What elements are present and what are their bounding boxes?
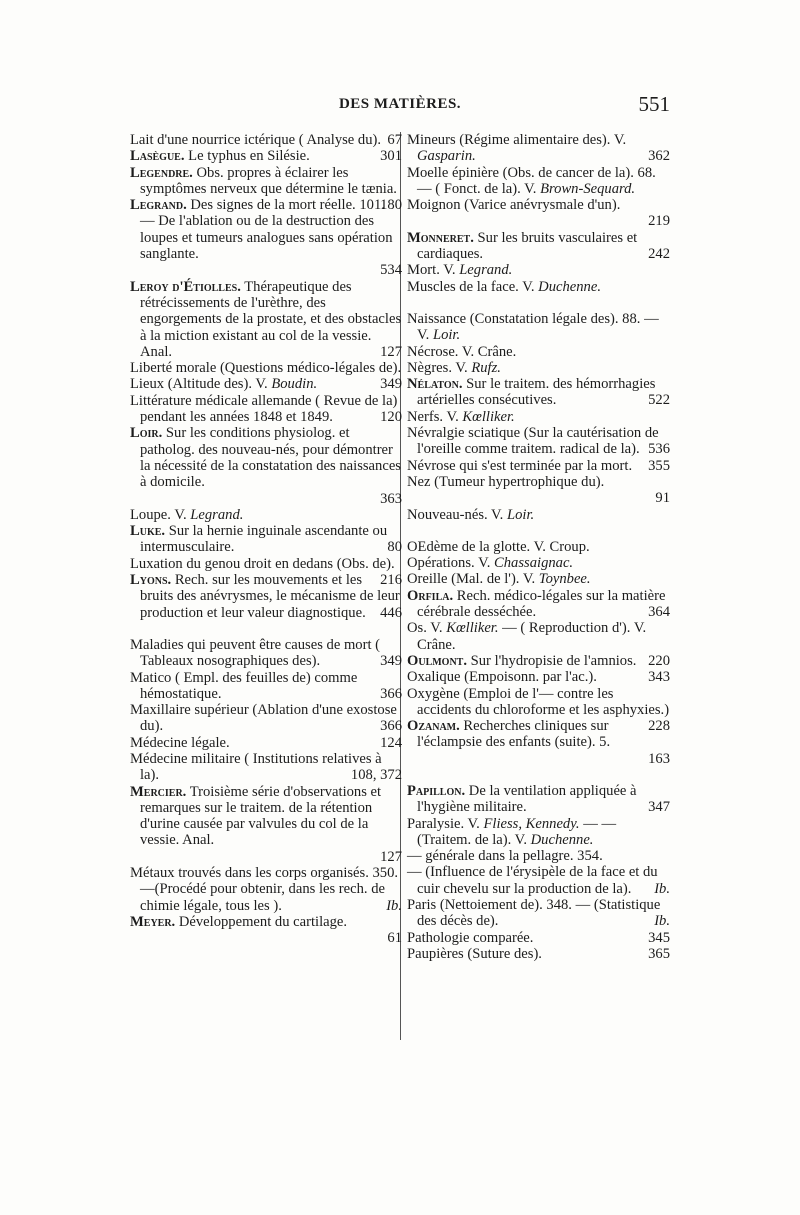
cross-ref: Legrand. <box>459 262 513 279</box>
index-entry: Matico ( Empl. des feuilles de) comme hémostatique. 366 <box>130 669 402 702</box>
index-entry: Lasègue. Le typhus en Silésie. 301 <box>130 148 402 165</box>
index-column-right <box>407 132 670 962</box>
index-entry: Lyons. Rech. sur les mouvements et les bruits des anévrysmes, le mécanisme de leur production et leur valeur diagnostique. 446 <box>130 572 402 621</box>
letter-gap <box>130 621 402 637</box>
index-entry: Oxalique (Empoisonn. par l'ac.). 343 <box>407 669 670 686</box>
author-name: Oulmont. <box>407 652 467 669</box>
index-entry: Liberté morale (Questions médico-légales de). 349 <box>130 360 402 393</box>
index-entry: Luxation du genou droit en dedans (Obs. de). 216 <box>130 555 402 589</box>
index-entry: Mineurs (Régime alimentaire des). V. Gasparin. 362 <box>407 132 670 165</box>
cross-ref: Loir. <box>506 506 535 523</box>
index-entry: Maladies qui peuvent être causes de mort ( Tableaux nosographiques des). 349 <box>130 636 402 670</box>
index-entry: Paris (Nettoiement de). 348. — (Statistique des décès de). Ib. <box>407 897 670 930</box>
page-ref: 219 <box>648 213 670 230</box>
index-entry: Médecine militaire ( Institutions relatives à la). 108, 372 <box>130 750 402 784</box>
author-name: Nélaton. <box>407 376 463 393</box>
index-entry: Paralysie. V. Fliess, Kennedy. — — (Traitem. de la). V. Duchenne. <box>407 815 617 848</box>
cross-ref: Duchenne. <box>530 831 594 848</box>
index-entry: Nerfs. V. Kœlliker. <box>407 408 515 425</box>
author-name: Papillon. <box>407 782 466 799</box>
index-entry: Os. V. Kœlliker. — ( Reproduction d'). V. Crâne. <box>407 620 647 653</box>
page-ref: 91 <box>655 490 670 507</box>
index-entry: Mort. V. Legrand. <box>407 262 513 279</box>
index-entry: Névrose qui s'est terminée par la mort. 355 <box>407 457 670 474</box>
index-entry: Névralgie sciatique (Sur la cautérisation de l'oreille comme traitem. radical de la). 536 <box>407 425 670 458</box>
index-entry: Legendre. Obs. propres à éclairer les symptômes nerveux que détermine le tænia. 180 <box>130 164 402 214</box>
author-name: Meyer. <box>130 913 176 930</box>
index-entry: Leroy d'Étiolles. Thérapeutique des rétrécissements de l'urèthre, des engorgements de la prostate, et des obstacles à la miction existant au col de la vessie. Anal. 127 <box>130 278 402 360</box>
page-ref: 363 <box>380 490 402 507</box>
cross-ref: Legrand. <box>190 506 244 523</box>
cross-ref: Gasparin. <box>417 148 476 165</box>
cross-ref: Loir. <box>432 327 461 344</box>
letter-gap <box>407 295 670 311</box>
index-entry: Nègres. V. Rufz. <box>407 359 501 376</box>
index-entry: Oreille (Mal. de l'). V. Toynbee. <box>407 571 591 588</box>
index-entry: Mercier. Troisième série d'observations et remarques sur le traitem. de la rétention d'urine causée par valvules du col de la vessie. Anal. <box>130 783 382 849</box>
cross-ref: Fliess, Kennedy. <box>483 815 580 832</box>
index-entry: Ozanam. Recherches cliniques sur l'éclampsie des enfants (suite). 5. <box>407 718 611 751</box>
page-ref: 127 <box>380 848 402 865</box>
author-name: Legendre. <box>130 164 193 181</box>
index-entry: — (Influence de l'érysipèle de la face et du cuir chevelu sur la production de la). Ib. <box>407 864 670 897</box>
author-name: Mercier. <box>130 783 187 800</box>
letter-gap <box>407 523 670 539</box>
index-entry: Nélaton. Sur le traitem. des hémorrhagies artérielles consécutives. 522 <box>407 376 670 409</box>
index-entry: Nécrose. V. Crâne. <box>407 343 517 360</box>
index-entry: Littérature médicale allemande ( Revue de la) pendant les années 1848 et 1849. 120 <box>130 392 402 426</box>
cross-ref: Kœlliker. <box>462 408 515 425</box>
cross-ref: Boudin. <box>271 376 318 393</box>
index-column-left <box>130 132 402 947</box>
cross-ref: Rufz. <box>471 359 501 376</box>
letter-gap <box>407 767 670 783</box>
index-entry: Oxygène (Emploi de l'— contre les accidents du chloroforme et les asphyxies.) 228 <box>407 685 670 735</box>
index-entry: Médecine légale. 124 <box>130 734 402 751</box>
author-name: Leroy d'Étiolles. <box>130 278 241 295</box>
index-entry: Legrand. Des signes de la mort réelle. 101. — De l'ablation ou de la destruction des loupes et tumeurs analogues sans opération sanglante. <box>130 197 393 263</box>
index-entry: Paupières (Suture des). 365 <box>407 945 670 962</box>
index-entry: Naissance (Constatation légale des). 88. — V. Loir. <box>407 310 659 344</box>
author-name: Loir. <box>130 425 163 442</box>
page-ref: 61 <box>387 930 402 947</box>
index-entry: Moignon (Varice anévrysmale d'un). <box>407 197 621 214</box>
index-entry: Loupe. V. Legrand. <box>130 506 244 523</box>
index-entry: Luke. Sur la hernie inguinale ascendante ou intermusculaire. 80 <box>130 523 402 556</box>
index-entry: Orfila. Rech. médico-légales sur la matière cérébrale desséchée. 364 <box>407 587 670 621</box>
author-name: Luke. <box>130 523 166 540</box>
index-entry: Maxillaire supérieur (Ablation d'une exostose du). 366 <box>130 702 402 735</box>
cross-ref: Brown-Sequard. <box>540 180 636 197</box>
cross-ref: Duchenne. <box>538 278 601 295</box>
author-name: Monneret. <box>407 229 474 246</box>
author-name: Lyons. <box>130 572 172 589</box>
author-name: Ozanam. <box>407 718 460 735</box>
index-entry: Métaux trouvés dans les corps organisés. 350.—(Procédé pour obtenir, dans les rech. de chimie légale, tous les ). Ib. <box>130 865 402 914</box>
index-entry: Monneret. Sur les bruits vasculaires et cardiaques. 242 <box>407 229 670 263</box>
author-name: Orfila. <box>407 587 454 604</box>
index-entry: Opérations. V. Chassaignac. <box>407 555 574 572</box>
page-number: 551 <box>638 92 670 116</box>
cross-ref: Toynbee. <box>538 571 591 588</box>
index-entry: Lieux (Altitude des). V. Boudin. <box>130 376 318 393</box>
index-entry: OEdème de la glotte. V. Croup. <box>407 538 590 555</box>
index-entry: Muscles de la face. V. Duchenne. <box>407 278 601 295</box>
page-ref: 163 <box>648 750 670 767</box>
index-entry: Moelle épinière (Obs. de cancer de la). 68. — ( Fonct. de la). V. Brown-Sequard. <box>407 164 656 197</box>
cross-ref: Chassaignac. <box>494 555 574 572</box>
cross-ref: Kœlliker. <box>446 620 499 637</box>
page-ref: 534 <box>380 262 402 279</box>
index-entry: Nez (Tumeur hypertrophique du). <box>407 473 605 490</box>
index-entry: Loir. Sur les conditions physiolog. et patholog. des nouveau-nés, pour démontrer la nécessité de la constatation des naissances à domicile. <box>130 425 401 491</box>
index-entry: — générale dans la pellagre. 354. <box>407 848 603 865</box>
index-entry: Lait d'une nourrice ictérique ( Analyse du). 67 <box>130 132 402 148</box>
index-entry: Oulmont. Sur l'hydropisie de l'amnios. 220 <box>407 652 670 669</box>
index-entry: Meyer. Développement du cartilage. <box>130 913 348 930</box>
author-name: Legrand. <box>130 197 187 214</box>
index-entry: Papillon. De la ventilation appliquée à l'hygiène militaire. 347 <box>407 782 670 816</box>
author-name: Lasègue. <box>130 148 185 165</box>
index-entry: Nouveau-nés. V. Loir. <box>407 506 535 523</box>
index-entry: Pathologie comparée. 345 <box>407 929 670 946</box>
running-head <box>130 92 670 120</box>
running-head-title: DES MATIÈRES. <box>338 96 462 112</box>
